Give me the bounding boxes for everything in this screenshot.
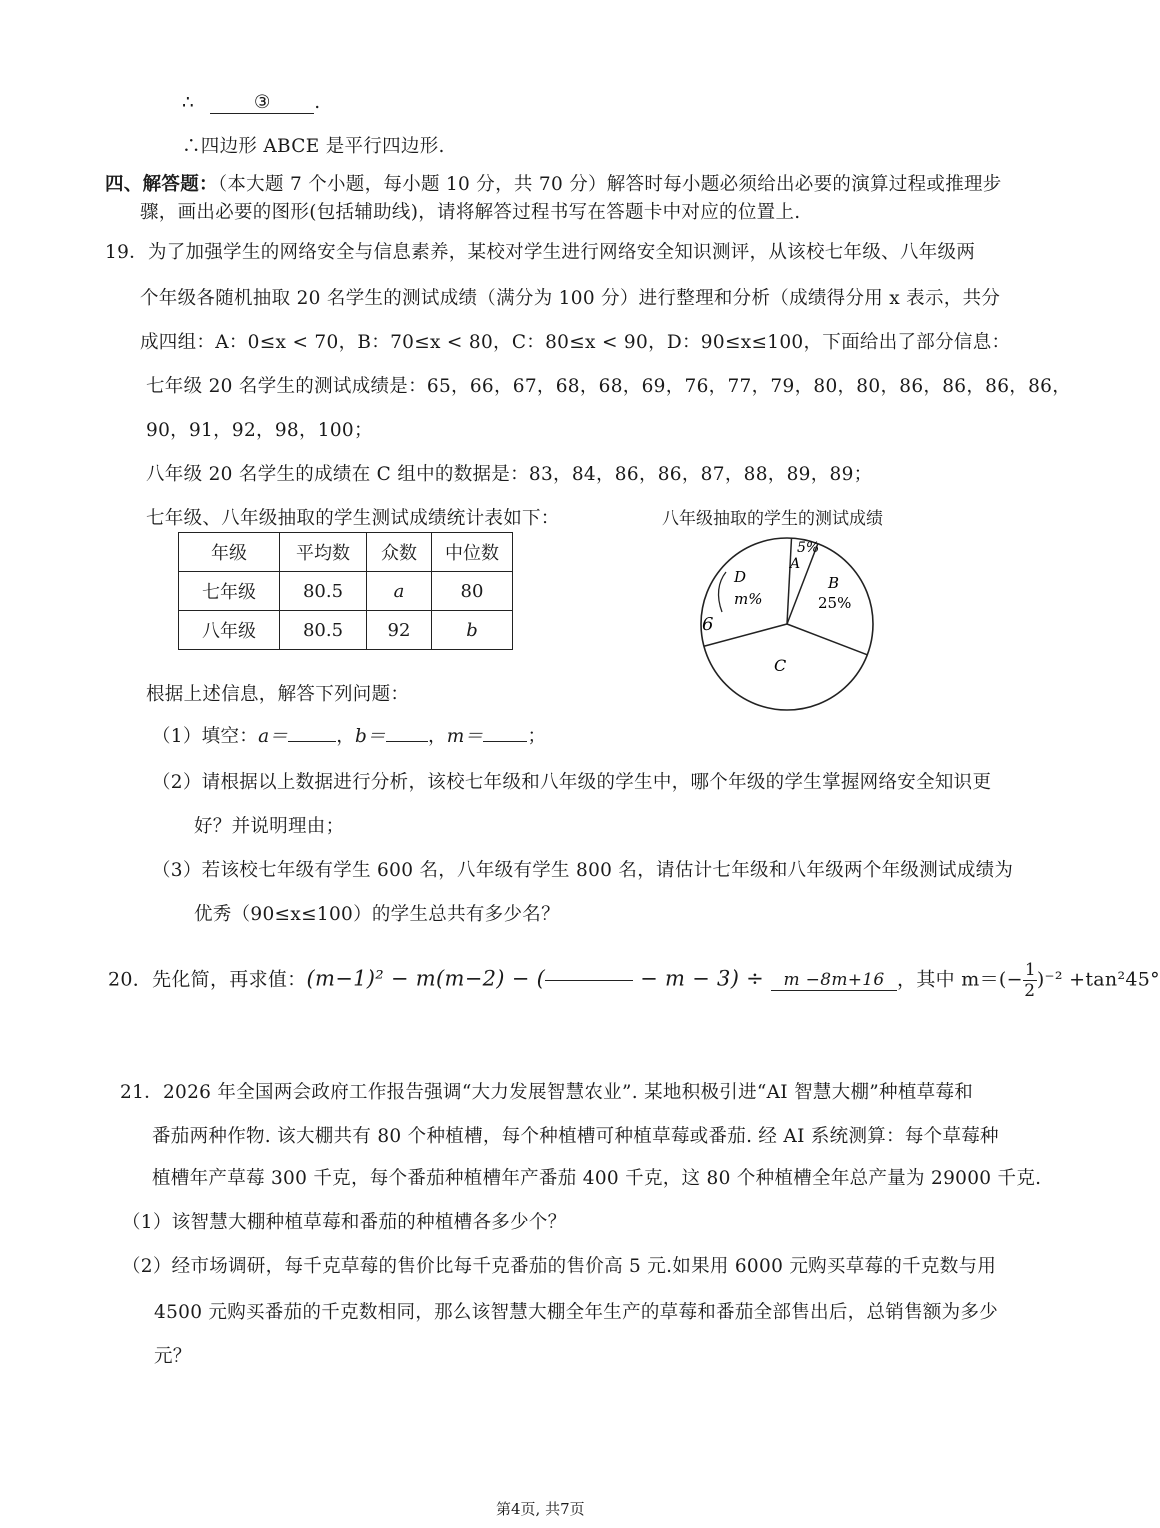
- pie-chart-title: 八年级抽取的学生的测试成绩: [662, 509, 883, 529]
- q21-sub2-line3: 元？: [154, 1346, 192, 1367]
- pie-slice-b-label: B: [828, 574, 840, 592]
- section4-desc-line2: 骤，画出必要的图形(包括辅助线)，请将解答过程书写在答题卡中对应的位置上.: [140, 202, 801, 223]
- q20-half-fraction: [1023, 960, 1037, 1001]
- q20-half-numerator: 1: [1024, 960, 1036, 980]
- pie-slice-b-value: 25%: [818, 594, 852, 612]
- q19-grade8-line: 八年级 20 名学生的成绩在 C 组中的数据是：83，84，86，86，87，88，89，89；: [146, 464, 873, 485]
- table-cell: 八年级: [179, 611, 280, 650]
- table-cell: 80: [432, 572, 513, 611]
- parallelogram-conclusion: ∴四边形 ABCE 是平行四边形.: [182, 136, 445, 157]
- answer-blank-3: [210, 92, 314, 114]
- q21-sub1: （1）该智慧大棚种植草莓和番茄的种植槽各多少个？: [122, 1212, 567, 1233]
- table-header-cell: 中位数: [432, 533, 513, 572]
- q19-sub2-line2: 好？并说明理由；: [194, 816, 345, 837]
- q19-sub2-line1: （2）请根据以上数据进行分析，该校七年级和八年级的学生中，哪个年级的学生掌握网络安全知识更: [152, 772, 992, 793]
- stats-table: [178, 532, 513, 650]
- q19-grade7-line1: 七年级 20 名学生的测试成绩是：65，66，67，68，68，69，76，77，79，80，80，86，86，86，86，: [146, 376, 1072, 397]
- table-cell: 七年级: [179, 572, 280, 611]
- end-dot: .: [314, 92, 321, 113]
- sub1-end: ；: [527, 726, 547, 747]
- q21-line1: [120, 1078, 973, 1104]
- therefore-symbol: ∴: [182, 92, 195, 113]
- q20-line: [108, 960, 1160, 1001]
- pie-slice-boundary-a: [787, 538, 792, 624]
- q19-grade7-line2: 90，91，92，98，100；: [146, 420, 373, 441]
- section4-line1: [105, 170, 1002, 196]
- answer-blank-a: [288, 741, 336, 742]
- q19-number: 19．: [105, 242, 148, 263]
- pie-slice-a-label: A: [790, 556, 801, 572]
- table-cell: a: [367, 572, 432, 611]
- section4-desc-line1: （本大题 7 个小题，每小题 10 分，共 70 分）解答时每小题必须给出必要的演算过程或推理步: [217, 174, 1002, 195]
- pie-slice-boundary-d: [704, 624, 787, 646]
- sub1-b-label: b＝: [355, 726, 386, 747]
- q20-inner-fraction: [545, 980, 633, 981]
- q21-line3: 植槽年产草莓 300 千克，每个番茄种植槽年产番茄 400 千克，这 80 个种植槽全年总产量为 29000 千克.: [152, 1168, 1042, 1189]
- pie-slice-d-value: m%: [734, 590, 763, 608]
- q19-table-intro: 七年级、八年级抽取的学生测试成绩统计表如下：: [146, 508, 560, 529]
- q19-line2: 个年级各随机抽取 20 名学生的测试成绩（满分为 100 分）进行整理和分析（成绩得分用 x 表示，共分: [140, 288, 1001, 309]
- q20-expr-part2: − m − 3) ÷: [633, 966, 772, 991]
- q19-sub3-line2: 优秀（90≤x≤100）的学生总共有多少名？: [194, 904, 560, 925]
- q20-divisor-fraction: [771, 970, 897, 991]
- sub1-m-label: m＝: [446, 726, 484, 747]
- answer-blank-m: [483, 741, 527, 742]
- pie-slice-boundary-c: [787, 624, 867, 655]
- q20-half-denominator: 2: [1024, 981, 1036, 1001]
- q20-frac-numerator: m −8m+16: [771, 970, 897, 991]
- handwritten-mark: 6: [702, 614, 714, 635]
- q20-prefix: 先化简，再求值：: [152, 968, 307, 991]
- q19-line1: [105, 238, 975, 264]
- table-header-row: [179, 533, 513, 572]
- q20-suffix: ，其中 m＝(−: [897, 968, 1023, 991]
- sub1-comma1: ，: [336, 726, 356, 747]
- pie-slice-c-label: C: [774, 656, 787, 675]
- blank-3-label: ③: [253, 92, 271, 113]
- table-header-cell: 平均数: [280, 533, 367, 572]
- q21-line2: 番茄两种作物. 该大棚共有 80 个种植槽，每个种植槽可种植草莓或番茄. 经 AI 系统测算：每个草莓种: [152, 1126, 999, 1147]
- table-cell: 80.5: [280, 611, 367, 650]
- q21-sub2-line2: 4500 元购买番茄的千克数相同，那么该智慧大棚全年生产的草莓和番茄全部售出后，总销售额为多少: [154, 1302, 999, 1323]
- sub1-a-label: a＝: [258, 726, 289, 747]
- pie-chart: [700, 530, 880, 720]
- table-row: [179, 572, 513, 611]
- q19-answer-intro: 根据上述信息，解答下列问题：: [146, 684, 410, 705]
- q20-number: 20．: [108, 968, 153, 991]
- q19-line3: 成四组：A：0≤x < 70，B：70≤x < 80，C：80≤x < 90，D：90≤x≤100，下面给出了部分信息：: [140, 332, 1011, 353]
- q21-text-line1: 2026 年全国两会政府工作报告强调“大力发展智慧农业”. 某地积极引进“AI 智慧大棚”种植草莓和: [162, 1082, 974, 1103]
- table-header-cell: 年级: [179, 533, 280, 572]
- q21-sub2-line1: （2）经市场调研，每千克草莓的售价比每千克番茄的售价高 5 元.如果用 6000 元购买草莓的千克数与用: [122, 1256, 997, 1277]
- sub1-comma2: ，: [427, 726, 447, 747]
- table-cell: 92: [367, 611, 432, 650]
- answer-blank-b: [386, 741, 428, 742]
- table-header-cell: 众数: [367, 533, 432, 572]
- table-cell: b: [432, 611, 513, 650]
- page-footer: 第4页, 共7页: [496, 1500, 585, 1518]
- q21-number: 21．: [120, 1082, 163, 1103]
- q19-sub1: [152, 722, 546, 748]
- pie-slice-d-label: D: [734, 568, 747, 586]
- table-cell: 80.5: [280, 572, 367, 611]
- q20-suffix2: )⁻² +tan²45°: [1036, 968, 1160, 991]
- sub1-prefix: （1）填空：: [152, 726, 259, 747]
- q19-text-line1: 为了加强学生的网络安全与信息素养，某校对学生进行网络安全知识测评，从该校七年级、八年级两: [147, 242, 976, 263]
- section4-heading: 四、解答题：: [105, 174, 218, 195]
- q19-sub3-line1: （3）若该校七年级有学生 600 名，八年级有学生 800 名，请估计七年级和八年级两个年级测试成绩为: [152, 860, 1014, 881]
- table-row: [179, 611, 513, 650]
- q20-expr-part1: (m−1)² − m(m−2) − (: [306, 966, 546, 991]
- pie-slice-a-value: 5%: [797, 540, 820, 556]
- therefore-line: [182, 92, 320, 114]
- handwritten-stroke: [719, 572, 726, 612]
